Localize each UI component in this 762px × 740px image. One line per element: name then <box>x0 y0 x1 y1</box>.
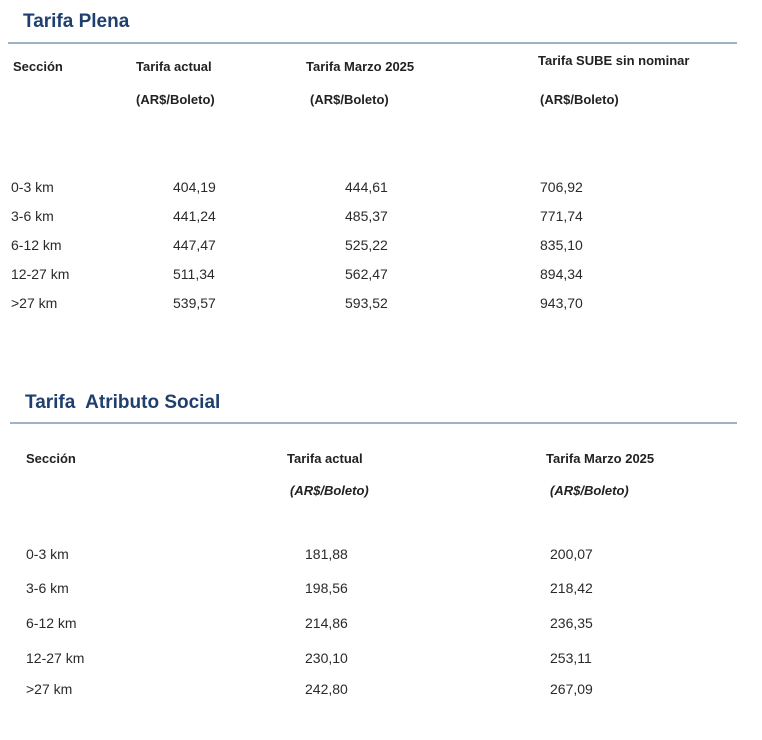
plena-row-marzo: 485,37 <box>345 208 388 224</box>
social-unit-marzo: (AR$/Boleto) <box>550 483 629 498</box>
social-row-marzo: 218,42 <box>550 580 593 596</box>
plena-row-actual: 447,47 <box>173 237 216 253</box>
plena-row-seccion: 0-3 km <box>11 179 54 195</box>
plena-unit-marzo: (AR$/Boleto) <box>310 92 389 107</box>
plena-row-marzo: 593,52 <box>345 295 388 311</box>
social-row-actual: 214,86 <box>305 615 348 631</box>
plena-row-sube: 706,92 <box>540 179 583 195</box>
plena-header-actual: Tarifa actual <box>136 59 212 74</box>
plena-row-marzo: 562,47 <box>345 266 388 282</box>
social-row-seccion: 6-12 km <box>26 615 77 631</box>
plena-row-sube: 894,34 <box>540 266 583 282</box>
plena-title: Tarifa Plena <box>23 11 130 32</box>
plena-row-actual: 539,57 <box>173 295 216 311</box>
plena-unit-actual: (AR$/Boleto) <box>136 92 215 107</box>
social-row-seccion: 0-3 km <box>26 546 69 562</box>
social-row-actual: 181,88 <box>305 546 348 562</box>
social-header-marzo: Tarifa Marzo 2025 <box>546 451 655 466</box>
social-row-actual: 230,10 <box>305 650 348 666</box>
plena-row-marzo: 444,61 <box>345 179 388 195</box>
plena-row-marzo: 525,22 <box>345 237 388 253</box>
plena-row-seccion: 12-27 km <box>11 266 70 282</box>
plena-row-actual: 404,19 <box>173 179 216 195</box>
plena-row-seccion: 3-6 km <box>11 208 54 224</box>
social-row-seccion: >27 km <box>26 681 73 697</box>
plena-row-actual: 441,24 <box>173 208 216 224</box>
plena-row-sube: 943,70 <box>540 295 583 311</box>
plena-header-marzo: Tarifa Marzo 2025 <box>306 59 415 74</box>
social-row-seccion: 12-27 km <box>26 650 85 666</box>
plena-row-seccion: >27 km <box>11 295 58 311</box>
social-row-actual: 198,56 <box>305 580 348 596</box>
plena-divider <box>8 42 737 44</box>
social-header-actual: Tarifa actual <box>287 451 363 466</box>
social-row-marzo: 267,09 <box>550 681 593 697</box>
social-row-actual: 242,80 <box>305 681 348 697</box>
social-row-marzo: 253,11 <box>550 650 592 666</box>
social-unit-actual: (AR$/Boleto) <box>290 483 369 498</box>
social-header-seccion: Sección <box>26 451 76 466</box>
plena-header-seccion: Sección <box>13 59 63 74</box>
social-title: Tarifa Atributo Social <box>25 392 221 413</box>
plena-unit-sube: (AR$/Boleto) <box>540 92 619 107</box>
social-divider <box>10 422 737 424</box>
plena-row-seccion: 6-12 km <box>11 237 62 253</box>
social-row-marzo: 236,35 <box>550 615 593 631</box>
plena-row-sube: 771,74 <box>540 208 583 224</box>
social-row-seccion: 3-6 km <box>26 580 69 596</box>
plena-header-sube: Tarifa SUBE sin nominar <box>538 53 690 68</box>
plena-row-sube: 835,10 <box>540 237 583 253</box>
social-row-marzo: 200,07 <box>550 546 593 562</box>
plena-row-actual: 511,34 <box>173 266 215 282</box>
